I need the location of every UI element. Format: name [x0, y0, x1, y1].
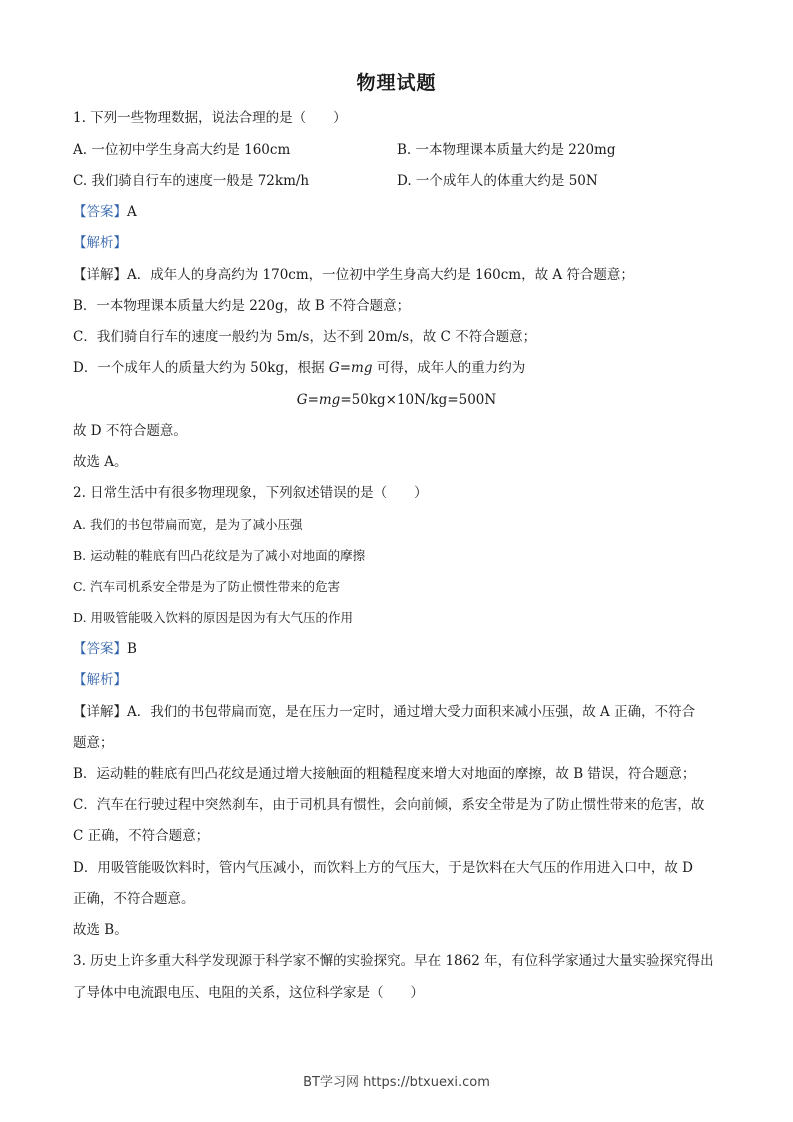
eq-sign: =	[307, 392, 319, 408]
analysis-tag: 【解析】	[73, 235, 127, 251]
q3-stem-1: 3. 历史上许多重大科学发现源于科学家不懈的实验探究。早在 1862 年，有位科学家通过大量实验探究得出	[73, 953, 714, 969]
answer-value: B	[127, 641, 137, 657]
formula: G=mg	[328, 360, 373, 376]
q2-option-d: D. 用吸管能吸入饮料的原因是因为有大气压的作用	[73, 610, 354, 625]
q2-conclusion: 故选 B。	[73, 922, 128, 938]
answer-tag: 【答案】	[73, 204, 127, 220]
q2-option-c: C. 汽车司机系安全带是为了防止惯性带来的危害	[73, 579, 341, 594]
detail-tag: 【详解】	[73, 267, 127, 283]
q2-analysis-tag	[73, 670, 127, 690]
footer-link[interactable]: BT学习网 https://btxuexi.com	[303, 1075, 490, 1090]
q1-equation	[0, 390, 793, 410]
eq-value: =50kg×10N/kg=500N	[340, 392, 497, 408]
q2-answer	[73, 639, 137, 659]
q2-stem: 2. 日常生活中有很多物理现象，下列叙述错误的是（ ）	[73, 485, 428, 501]
q1-detail-c: C．我们骑自行车的速度一般约为 5m/s，达不到 20m/s，故 C 不符合题意；	[73, 329, 537, 345]
q1-option-c: C. 我们骑自行车的速度一般是 72km/h	[73, 173, 310, 189]
q1-detail-d	[73, 358, 525, 378]
q2-option-b: B. 运动鞋的鞋底有凹凸花纹是为了减小对地面的摩擦	[73, 548, 366, 563]
q2-detail-c-1: C．汽车在行驶过程中突然刹车，由于司机具有惯性，会向前倾，系安全带是为了防止惯性带来的危害，故	[73, 797, 705, 813]
q1-option-a: A. 一位初中学生身高大约是 160cm	[73, 142, 291, 158]
q1-detail-a	[73, 265, 634, 285]
page-title: 物理试题	[356, 72, 437, 94]
detail-text: D．一个成年人的质量大约为 50kg，根据	[73, 360, 329, 376]
q1-stem: 1. 下列一些物理数据，说法合理的是（ ）	[73, 110, 347, 126]
q1-detail-d-end: 故 D 不符合题意。	[73, 423, 187, 439]
detail-text: 可得，成年人的重力约为	[372, 360, 526, 376]
eq-symbol: G	[296, 392, 308, 408]
answer-tag: 【答案】	[73, 641, 127, 657]
analysis-tag: 【解析】	[73, 672, 127, 688]
detail-text: A．我们的书包带扁而宽，是在压力一定时，通过增大受力面积来减小压强，故 A 正确，不符合	[127, 704, 696, 720]
detail-tag: 【详解】	[73, 704, 127, 720]
q1-answer	[73, 202, 137, 222]
q3-stem-2: 了导体中电流跟电压、电阻的关系，这位科学家是（ ）	[73, 985, 424, 1001]
eq-symbol: mg	[318, 392, 341, 408]
q1-option-d: D. 一个成年人的体重大约是 50N	[397, 173, 598, 189]
detail-text: A．成年人的身高约为 170cm，一位初中学生身高大约是 160cm，故 A 符合题意；	[127, 267, 634, 283]
q2-detail-d-2: 正确，不符合题意。	[73, 891, 195, 907]
q2-detail-a-2: 题意；	[73, 735, 114, 751]
q1-detail-b: B．一本物理课本质量大约是 220g，故 B 不符合题意；	[73, 298, 411, 314]
q2-detail-d-1: D．用吸管能吸饮料时，管内气压减小，而饮料上方的气压大，于是饮料在大气压的作用进入口中，故 D	[73, 860, 693, 876]
q2-option-a: A. 我们的书包带扁而宽，是为了减小压强	[73, 517, 303, 532]
q1-option-b: B. 一本物理课本质量大约是 220mg	[397, 142, 616, 158]
q1-conclusion: 故选 A。	[73, 454, 128, 470]
q2-detail-c-2: C 正确，不符合题意；	[73, 828, 210, 844]
q2-detail-a-1	[73, 702, 695, 722]
answer-value: A	[127, 204, 137, 220]
q1-analysis-tag	[73, 233, 127, 253]
q2-detail-b: B．运动鞋的鞋底有凹凸花纹是通过增大接触面的粗糙程度来增大对地面的摩擦，故 B 错误，符合题意；	[73, 766, 696, 782]
